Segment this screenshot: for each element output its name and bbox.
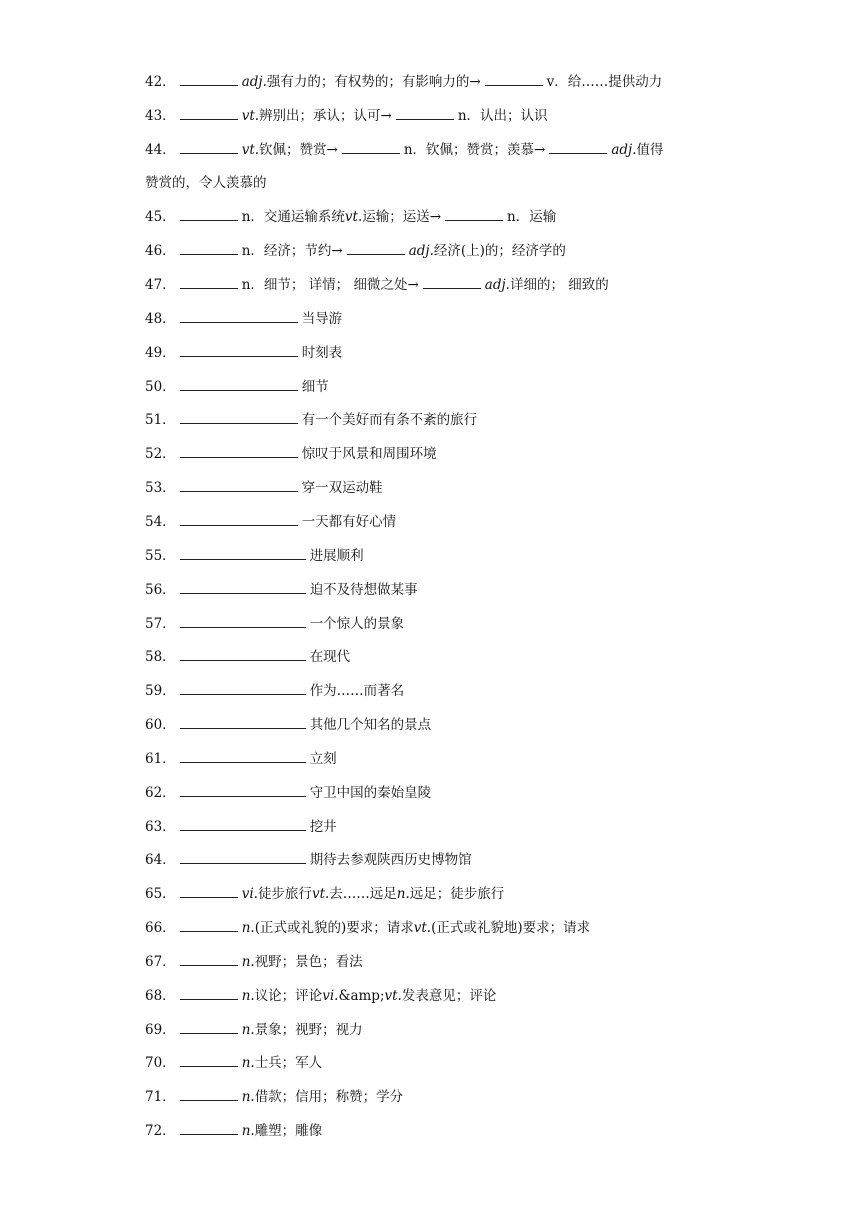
item-number: 58．: [145, 649, 176, 666]
pos-label: adj.: [241, 74, 267, 90]
phrase-text: 守卫中国的秦始皇陵: [309, 784, 432, 801]
item-number: 42．: [145, 74, 176, 90]
item-number: 72．: [145, 1123, 176, 1140]
pos-label: n.: [241, 987, 255, 1004]
definition-text: 士兵；军人: [254, 1055, 323, 1072]
answer-blank[interactable]: [180, 138, 238, 154]
item-number: 66．: [145, 920, 176, 937]
answer-blank[interactable]: [180, 408, 298, 424]
definition-text: n．交通运输系统: [241, 209, 345, 226]
pos-label: vt.: [344, 209, 363, 226]
pos-label: adj.: [611, 141, 637, 158]
definition-text: (正式或礼貌地)要求；请求: [431, 920, 591, 937]
item-number: 71．: [145, 1089, 176, 1106]
definition-text: 雕塑；雕像: [254, 1123, 323, 1140]
definition-text: 议论；评论: [254, 987, 323, 1004]
definition-text: 徒步旅行: [257, 886, 312, 903]
answer-blank[interactable]: [180, 1018, 238, 1034]
list-item: [145, 408, 725, 442]
answer-blank[interactable]: [180, 950, 238, 966]
list-item: [145, 375, 725, 409]
list-item: [145, 612, 725, 646]
item-number: 63．: [145, 818, 176, 835]
answer-blank[interactable]: [180, 713, 306, 729]
pos-label: n.: [241, 953, 255, 970]
answer-blank[interactable]: [180, 916, 238, 932]
answer-blank[interactable]: [180, 1119, 238, 1135]
phrase-text: 迫不及待想做某事: [309, 581, 418, 598]
list-item: [145, 476, 725, 510]
item-number: 53．: [145, 480, 176, 497]
phrase-text: 穿一双运动鞋: [301, 480, 383, 497]
answer-blank[interactable]: [180, 645, 306, 661]
definition-text: n．运输: [507, 209, 557, 226]
answer-blank[interactable]: [180, 442, 298, 458]
list-item: [145, 747, 725, 781]
list-item: [145, 138, 725, 206]
answer-blank[interactable]: [180, 747, 306, 763]
list-item: [145, 1119, 725, 1153]
definition-text: 远足；徒步旅行: [409, 886, 505, 903]
list-item: [145, 442, 725, 476]
answer-blank[interactable]: [180, 882, 238, 898]
pos-label: n.: [241, 1055, 255, 1072]
pos-label: vi.: [322, 987, 339, 1004]
item-number: 45．: [145, 209, 176, 226]
item-number: 59．: [145, 683, 176, 700]
definition-continuation: 赞赏的，令人羡慕的: [145, 174, 267, 191]
answer-blank[interactable]: [342, 138, 400, 154]
phrase-text: 时刻表: [301, 344, 343, 361]
item-number: 51．: [145, 412, 176, 429]
answer-blank[interactable]: [396, 104, 454, 120]
item-number: 57．: [145, 615, 176, 632]
item-number: 67．: [145, 953, 176, 970]
pos-label: vt.: [241, 107, 260, 124]
answer-blank[interactable]: [180, 476, 298, 492]
phrase-text: 当导游: [301, 310, 343, 327]
pos-label: vt.: [311, 886, 330, 903]
list-item: [145, 1018, 725, 1052]
item-number: 44．: [145, 141, 176, 158]
answer-blank[interactable]: [180, 341, 298, 357]
pos-label: adj.: [484, 277, 510, 294]
list-item: [145, 273, 725, 307]
answer-blank[interactable]: [423, 273, 481, 289]
list-item: [145, 882, 725, 916]
pos-label: adj.: [408, 243, 434, 260]
definition-text: 值得: [636, 141, 664, 158]
item-number: 54．: [145, 513, 176, 530]
answer-blank[interactable]: [180, 205, 238, 221]
list-item: [145, 1051, 725, 1085]
phrase-text: 立刻: [309, 750, 337, 767]
answer-blank[interactable]: [180, 307, 298, 323]
item-number: 68．: [145, 987, 176, 1004]
list-item: [145, 645, 725, 679]
definition-text: (正式或礼貌的)要求；请求: [254, 920, 414, 937]
list-item: [145, 239, 725, 273]
definition-text: 运输；运送→: [362, 209, 442, 226]
definition-text: n．钦佩；赞赏；羡慕→: [403, 141, 546, 158]
definition-text: 详细的； 细致的: [509, 277, 609, 294]
item-number: 49．: [145, 344, 176, 361]
pos-label: vi.: [241, 886, 258, 903]
pos-label: n.: [396, 886, 410, 903]
phrase-text: 一天都有好心情: [301, 513, 397, 530]
answer-blank[interactable]: [180, 578, 306, 594]
list-item: [145, 1085, 725, 1119]
list-item: [145, 578, 725, 612]
answer-blank[interactable]: [180, 781, 306, 797]
answer-blank[interactable]: [180, 612, 306, 628]
answer-blank[interactable]: [180, 679, 306, 695]
list-item: [145, 916, 725, 950]
definition-text: n．细节； 详情； 细微之处→: [241, 277, 419, 294]
item-number: 61．: [145, 750, 176, 767]
item-number: 46．: [145, 243, 176, 260]
phrase-text: 在现代: [309, 649, 351, 666]
item-number: 55．: [145, 547, 176, 564]
list-item: [145, 950, 725, 984]
definition-text: 借款；信用；称赞；学分: [254, 1089, 404, 1106]
phrase-text: 一个惊人的景象: [309, 615, 405, 632]
list-item: [145, 307, 725, 341]
definition-text: 去……远足: [329, 886, 397, 903]
answer-blank[interactable]: [180, 815, 306, 831]
list-item: [145, 341, 725, 375]
item-number: 70．: [145, 1055, 176, 1072]
definition-text: 强有力的；有权势的；有影响力的→: [266, 74, 481, 90]
answer-blank[interactable]: [485, 70, 543, 86]
answer-blank[interactable]: [180, 510, 298, 526]
answer-blank[interactable]: [180, 239, 238, 255]
phrase-text: 惊叹于风景和周围环境: [301, 446, 437, 463]
list-item: [145, 104, 725, 138]
list-item: [145, 781, 725, 815]
list-item: [145, 713, 725, 747]
answer-blank[interactable]: [347, 239, 405, 255]
definition-text: 视野；景色；看法: [254, 953, 363, 970]
list-item: [145, 848, 725, 882]
item-number: 50．: [145, 378, 176, 395]
item-number: 47．: [145, 277, 176, 294]
pos-label: n.: [241, 1089, 255, 1106]
definition-text: n．经济；节约→: [241, 243, 343, 260]
definition-text: &amp;: [338, 987, 385, 1004]
answer-blank[interactable]: [180, 544, 306, 560]
phrase-text: 细节: [301, 378, 329, 395]
answer-blank[interactable]: [549, 138, 607, 154]
list-item: [145, 544, 725, 578]
phrase-text: 其他几个知名的景点: [309, 717, 432, 734]
phrase-text: 期待去参观陕西历史博物馆: [309, 852, 472, 869]
item-number: 56．: [145, 581, 176, 598]
phrase-text: 有一个美好而有条不紊的旅行: [301, 412, 478, 429]
item-number: 64．: [145, 852, 176, 869]
pos-label: vt.: [384, 987, 402, 1004]
item-number: 48．: [145, 310, 176, 327]
answer-blank[interactable]: [180, 1085, 238, 1101]
pos-label: n.: [241, 1123, 255, 1140]
list-item: [145, 984, 725, 1018]
list-item: [145, 205, 725, 239]
phrase-text: 进展顺利: [309, 547, 364, 564]
phrase-text: 挖井: [309, 818, 337, 835]
vocabulary-list: [145, 70, 725, 1153]
pos-label: n.: [241, 920, 255, 937]
definition-text: 发表意见；评论: [401, 987, 497, 1004]
item-number: 62．: [145, 784, 176, 801]
definition-text: n．认出；认识: [457, 107, 548, 124]
pos-label: vt.: [241, 141, 260, 158]
pos-label: vt.: [413, 920, 432, 937]
answer-blank[interactable]: [180, 104, 238, 120]
definition-text: 经济(上)的；经济学的: [433, 243, 566, 260]
list-item: [145, 510, 725, 544]
item-number: 60．: [145, 717, 176, 734]
item-number: 65．: [145, 886, 176, 903]
definition-text: v．给……提供动力: [546, 74, 663, 90]
definition-text: 钦佩；赞赏→: [259, 141, 338, 158]
answer-blank[interactable]: [180, 1051, 238, 1067]
item-number: 52．: [145, 446, 176, 463]
definition-text: 辨别出；承认；认可→: [259, 107, 392, 124]
pos-label: n.: [241, 1021, 255, 1038]
item-number: 69．: [145, 1021, 176, 1038]
phrase-text: 作为……而著名: [309, 683, 405, 700]
answer-blank[interactable]: [180, 848, 306, 864]
answer-blank[interactable]: [180, 273, 238, 289]
answer-blank[interactable]: [180, 984, 238, 1000]
answer-blank[interactable]: [180, 70, 238, 86]
item-number: 43．: [145, 107, 176, 124]
answer-blank[interactable]: [445, 205, 503, 221]
list-item: [145, 679, 725, 713]
list-item: [145, 70, 725, 104]
list-item: [145, 815, 725, 849]
answer-blank[interactable]: [180, 375, 298, 391]
definition-text: 景象；视野；视力: [254, 1021, 363, 1038]
